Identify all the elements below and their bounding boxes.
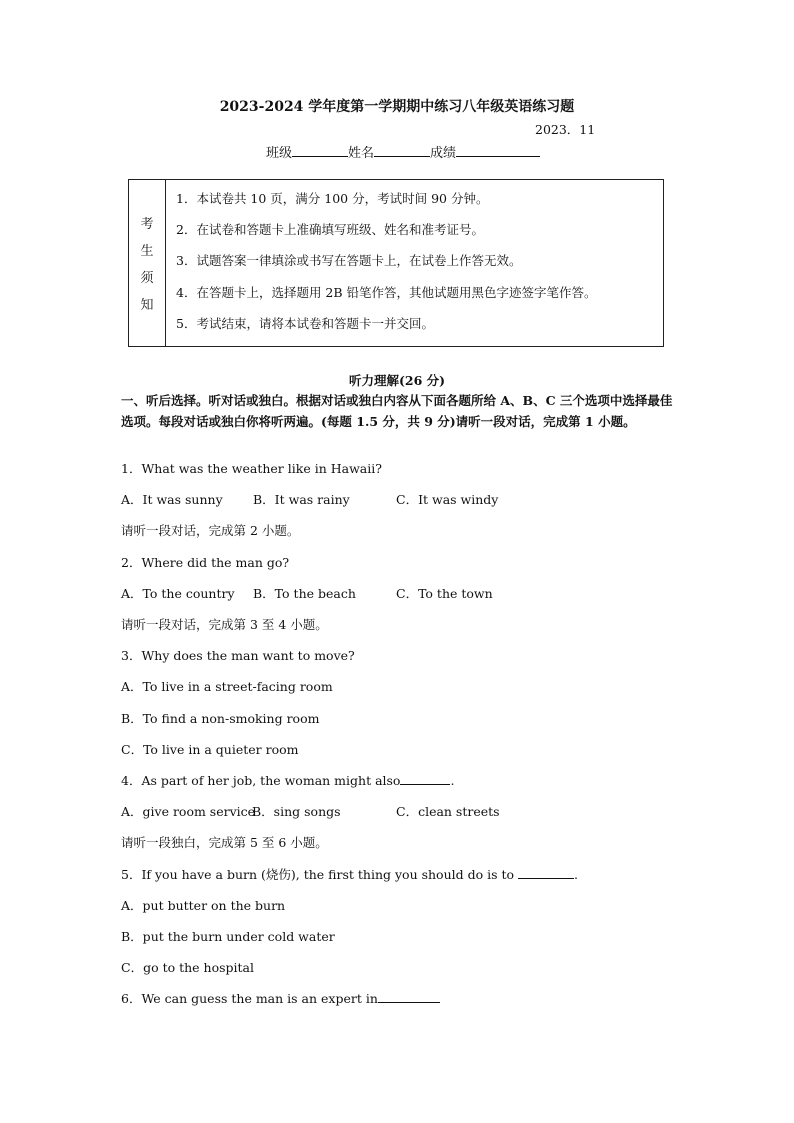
score-label: 成绩: [430, 146, 457, 161]
listening-prompt: 请听一段对话，完成第 3 至 4 小题。: [121, 617, 328, 632]
question-5-option-c: C．go to the hospital: [121, 960, 254, 975]
notice-items: [166, 180, 597, 346]
option-b: B．sing songs: [252, 804, 341, 819]
question-1: 1．What was the weather like in Hawaii?: [121, 461, 382, 476]
exam-date: 2023．11: [535, 122, 596, 137]
question-2-options: [121, 584, 493, 602]
score-blank: [456, 143, 540, 157]
question-6: 6．We can guess the man is an expert in: [121, 989, 440, 1007]
question-5: 5．If you have a burn (烧伤), the first thing you should do is to .: [121, 867, 579, 882]
question-3-option-c: C．To live in a quieter room: [121, 742, 299, 757]
question-3-option-b: B．To find a non-smoking room: [121, 711, 320, 726]
notice-item: 2．在试卷和答题卡上准确填写班级、姓名和准考证号。: [176, 222, 484, 238]
answer-blank: [400, 772, 450, 785]
name-label: 姓名: [348, 146, 375, 161]
exam-notice-box: [128, 179, 664, 347]
section-instructions: 一、听后选择。听对话或独白。根据对话或独白内容从下面各题所给 A、B、C 三个选项中选择最佳选项。每段对话或独白你将听两遍。(每题 1.5 分，共 9 分)请听一段对话，完成第 1 小题。: [121, 393, 673, 429]
notice-item: 1．本试卷共 10 页，满分 100 分，考试时间 90 分钟。: [176, 191, 489, 206]
class-label: 班级: [266, 146, 293, 161]
question-5-option-a: A．put butter on the burn: [121, 898, 286, 913]
option-b: B．It was rainy: [253, 492, 350, 507]
question-5-option-b: B．put the burn under cold water: [121, 929, 335, 944]
class-blank: [292, 143, 348, 157]
option-c: C．It was windy: [396, 492, 499, 507]
option-b: B．To the beach: [253, 586, 356, 601]
notice-item: 3．试题答案一律填涂或书写在答题卡上，在试卷上作答无效。: [176, 253, 522, 269]
question-2: 2．Where did the man go?: [121, 555, 290, 570]
option-c: C．clean streets: [396, 804, 500, 819]
notice-label: 考 生 须 知: [129, 180, 166, 346]
question-4-options: [121, 802, 500, 820]
question-4: 4．As part of her job, the woman might also .: [121, 773, 455, 788]
listening-prompt: 请听一段对话，完成第 2 小题。: [121, 523, 300, 538]
notice-item: 4．在答题卡上，选择题用 2B 铅笔作答，其他试题用黑色字迹签字笔作答。: [176, 284, 597, 300]
question-3: 3．Why does the man want to move?: [121, 648, 355, 663]
exam-title: 2023-2024 学年度第一学期期中练习八年级英语练习题: [219, 99, 575, 115]
option-c: C．To the town: [396, 586, 493, 601]
name-blank: [374, 143, 430, 157]
student-info-line: [266, 142, 540, 161]
question-3-option-a: A．To live in a street-facing room: [121, 679, 333, 694]
option-a: A．It was sunny: [121, 492, 223, 507]
section-title: 听力理解(26 分): [348, 373, 446, 388]
option-a: A．give room service: [121, 804, 256, 819]
question-1-options: [121, 490, 498, 508]
notice-item: 5．考试结束，请将本试卷和答题卡一并交回。: [176, 315, 434, 331]
answer-blank: [378, 990, 440, 1003]
answer-blank: [518, 866, 574, 879]
option-a: A．To the country: [121, 586, 235, 601]
listening-prompt: 请听一段独白，完成第 5 至 6 小题。: [121, 835, 328, 850]
